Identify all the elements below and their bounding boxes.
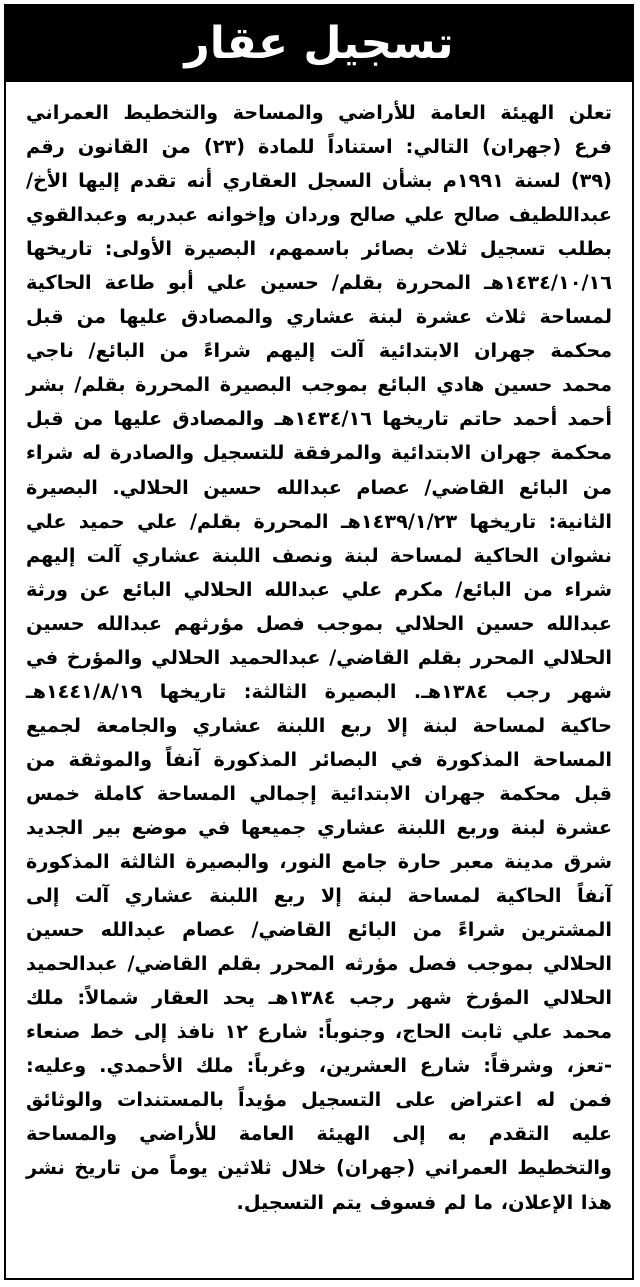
property-registration-notice <box>4 4 634 1280</box>
notice-body-text: تعلن الهيئة العامة للأراضي والمساحة والتخطيط العمراني فرع (جهران) التالي: استناداً للمادة (٢٣) من القانون رقم (٣٩) لسنة ١٩٩١م بشأن السجل العقاري أنه تقدم إليها الأخ/ عبداللطيف صالح علي صالح وردان وإخوانه عبدربه وعبدالقوي بطلب تسجيل ثلاث بصائر باسمهم، البصيرة الأولى: تاريخها ١٤٣٤/١٠/١٦هـ المحررة بقلم/ حسين علي أبو طاعة الحاكية لمساحة ثلاث عشرة لبنة عشاري والمصادق عليها من قبل محكمة جهران الابتدائية آلت إليهم شراءً من البائع/ ناجي محمد حسين هادي البائع بموجب البصيرة المحررة بقلم/ بشر أحمد أحمد حاتم تاريخها ١٤٣٤/١٦هـ والمصادق عليها من قبل محكمة جهران الابتدائية والمرفقة للتسجيل والصادرة له شراء من البائع القاضي/ عصام عبدالله حسين الحلالي. البصيرة الثانية: تاريخها ١٤٣٩/١/٢٣هـ المحررة بقلم/ علي حميد علي نشوان الحاكية لمساحة لبنة ونصف اللبنة عشاري آلت إليهم شراء من البائع/ مكرم علي عبدالله الحلالي البائع عن ورثة عبدالله حسين الحلالي بموجب فصل مؤرثهم عبدالله حسين الحلالي المحرر بقلم القاضي/ عبدالحميد الحلالي والمؤرخ في شهر رجب ١٣٨٤هـ. البصيرة الثالثة: تاريخها ١٤٤١/٨/١٩هـ حاكية لمساحة لبنة إلا ربع اللبنة عشاري والجامعة لجميع المساحة المذكورة في البصائر المذكورة آنفاً والموثقة من قبل محكمة جهران الابتدائية إجمالي المساحة كاملة خمس عشرة لبنة وربع اللبنة عشاري جميعها في موضع بير الجديد شرق مدينة معبر حارة جامع النور، والبصيرة الثالثة المذكورة آنفاً الحاكية لمساحة لبنة إلا ربع اللبنة عشاري آلت إلى المشترين شراءً من البائع القاضي/ عصام عبدالله حسين الحلالي بموجب فصل مؤرثه المحرر بقلم القاضي/ عبدالحميد الحلالي المؤرخ شهر رجب ١٣٨٤هـ يحد العقار شمالاً: ملك محمد علي ثابت الحاج، وجنوباً: شارع ١٢ نافذ إلى خط صنعاء -تعز، وشرقاً: شارع العشرين، وغرباً: ملك الأحمدي. وعليه: فمن له اعتراض على التسجيل مؤيداً بالمستندات والوثائق عليه التقدم به إلى الهيئة العامة للأراضي والمساحة والتخطيط العمراني (جهران) خلال ثلاثين يوماً من تاريخ نشر هذا الإعلان، ما لم فسوف يتم التسجيل. <box>26 101 613 1214</box>
notice-header <box>6 6 632 82</box>
notice-title: تسجيل عقار <box>184 18 454 69</box>
